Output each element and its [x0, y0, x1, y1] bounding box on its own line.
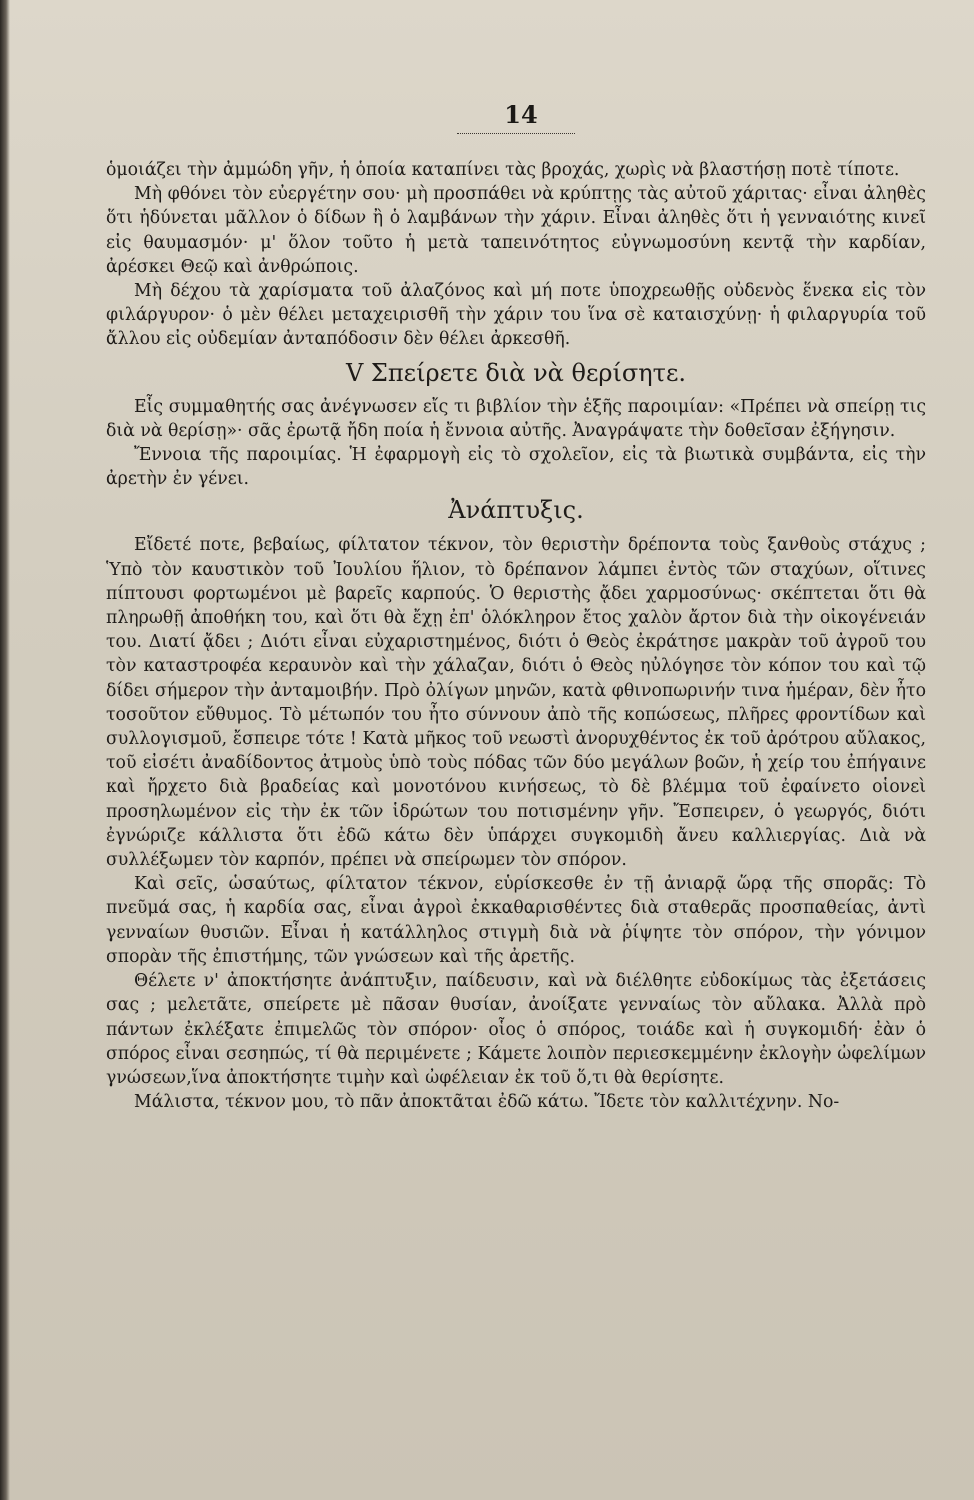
paragraph: Ἔννοια τῆς παροιμίας. Ἡ ἐφαρμογὴ εἰς τὸ σχολεῖον, εἰς τὰ βιωτικὰ συμβάντα, εἰς τὴν ἀρετὴν ἐν γένει. — [106, 445, 926, 490]
paragraph: Εἷς συμμαθητής σας ἀνέγνωσεν εἴς τι βιβλίον τὴν ἑξῆς παροιμίαν: «Πρέπει νὰ σπείρῃ τις διὰ νὰ θερίσῃ»· σᾶς ἐρωτᾷ ἤδη ποία ἡ ἔννοια αὐτῆς. Ἀναγράψατε τὴν δοθεῖσαν ἐξήγησιν. — [106, 396, 926, 441]
header-rule — [457, 133, 575, 134]
paragraph: Θέλετε ν' ἀποκτήσητε ἀνάπτυξιν, παίδευσιν, καὶ νὰ διέλθητε εὐδοκίμως τὰς ἐξετάσεις σας ; μελετᾶτε, σπείρετε μὲ πᾶσαν θυσίαν, ἀνοίξατε γενναίως τὸν αὔλακα. Ἀλλὰ πρὸ πάντων ἐκλέξατε ἐπιμελῶς τὸν σπόρον· οἷος ὁ σπόρος, τοιάδε καὶ ἡ συγκομιδή· ἐὰν ὁ σπόρος εἶναι σεσηπώς, τί θὰ περιμένετε ; Κάμετε λοιπὸν περιεσκεμμένην ἐκλογὴν ὠφελίμων γνώσεων,ἵνα ἀποκτήσητε τιμὴν καὶ ὠφέλειαν ἐκ τοῦ ὅ,τι θὰ θερίσητε. — [106, 971, 926, 1088]
paragraph: Μὴ δέχου τὰ χαρίσματα τοῦ ἀλαζόνος καὶ μή ποτε ὑποχρεωθῇς οὐδενὸς ἕνεκα εἰς τὸν φιλάργυρον· ὁ μὲν θέλει μεταχειρισθῆ τὴν χάριν του ἵνα σὲ καταισχύνῃ· ἡ φιλαργυρία τοῦ ἄλλου εἰς οὐδεμίαν ἀνταπόδοσιν δὲν θέλει ἀρκεσθῆ. — [106, 281, 926, 350]
paragraph: Μάλιστα, τέκνον μου, τὸ πᾶν ἀποκτᾶται ἐδῶ κάτω. Ἴδετε τὸν καλλιτέχνην. Νο- — [134, 1092, 840, 1113]
paragraph: Εἴδετέ ποτε, βεβαίως, φίλτατον τέκνον, τὸν θεριστὴν δρέποντα τοὺς ξανθοὺς στάχυς ; Ὑπὸ τὸν καυστικὸν τοῦ Ἰουλίου ἥλιον, τὸ δρέπανον λάμπει ἐντὸς τῶν σταχύων, οἵτινες πίπτουσι φορτωμένοι μὲ βαρεῖς καρπούς. Ὁ θεριστὴς ᾄδει χαρμοσύνως· σκέπτεται ὅτι θὰ πληρωθῇ ἀποθήκη του, καὶ ὅτι θὰ ἔχῃ ἐπ' ὁλόκληρον ἔτος χαλὸν ἄρτον διὰ τὴν οἰκογένειάν του. Διατί ᾄδει ; Διότι εἶναι εὐχαριστημένος, διότι ὁ Θεὸς ἐκράτησε μακρὰν τοῦ ἀγροῦ του τὸν καταστροφέα κεραυνὸν καὶ τὴν χάλαζαν, διότι ὁ Θεὸς ηὐλόγησε τὸν κόπον του καὶ τῷ δίδει σήμερον τὴν ἀνταμοιβήν. Πρὸ ὀλίγων μηνῶν, κατὰ φθινοπωρινήν τινα ἡμέραν, δὲν ἦτο τοσοῦτον εὔθυμος. Τὸ μέτωπόν του ἦτο σύννουν ἀπὸ τῆς κοπώσεως, πλῆρες φροντίδων καὶ συλλογισμοῦ, ἔσπειρε τότε ! Κατὰ μῆκος τοῦ νεωστὶ ἀνορυχθέντος ἐκ τοῦ ἀρότρου αὔλακος, τοῦ εἰσέτι ἀναδίδοντος ἀτμοὺς ὑπὸ τοὺς πόδας τῶν δύο μεγάλων βοῶν, ἡ χείρ του ἐπήγαινε καὶ ἤρχετο διὰ βραδείας καὶ μονοτόνου κινήσεως, τὸ δὲ βλέμμα τοῦ ἐφαίνετο οἱονεὶ προσηλωμένον εἰς τὴν ἐκ τῶν ἱδρώτων του ποτισμένην γῆν. Ἔσπειρεν, ὁ γεωργός, διότι ἐγνώριζε κάλλιστα ὅτι ἐδῶ κάτω δὲν ὑπάρχει συγκομιδὴ ἄνευ καλλιεργίας. Διὰ νὰ συλλέξωμεν τὸν καρπόν, πρέπει νὰ σπείρωμεν τὸν σπόρον. — [106, 535, 926, 871]
section-heading: V Σπείρετε διὰ νὰ θερίσητε. — [345, 358, 687, 387]
paragraph-continued: ὁμοιάζει τὴν ἀμμώδη γῆν, ἡ ὁποία καταπίνει τὰς βροχάς, χωρὶς νὰ βλαστήσῃ ποτὲ τίποτε. — [106, 160, 900, 180]
page-number: 14 — [504, 100, 538, 129]
subsection-heading: Ἀνάπτυξις. — [448, 496, 584, 525]
paragraph: Καὶ σεῖς, ὡσαύτως, φίλτατον τέκνον, εὑρίσκεσθε ἐν τῇ ἀνιαρᾷ ὥρᾳ τῆς σπορᾶς: Τὸ πνεῦμά σας, ἡ καρδία σας, εἶναι ἀγροὶ ἐκκαθαρισθέντες διὰ σταθερᾶς προσπαθείας, ἀντὶ γενναίων θυσιῶν. Εἶναι ἡ κατάλληλος στιγμὴ διὰ νὰ ῥίψητε τὸν σπόρον, τὴν γόνιμον σπορὰν τῆς ἐπιστήμης, τῶν γνώσεων καὶ τῆς ἀρετῆς. — [106, 874, 926, 967]
body-text — [106, 158, 926, 1114]
paragraph: Μὴ φθόνει τὸν εὐεργέτην σου· μὴ προσπάθει νὰ κρύπτῃς τὰς αὐτοῦ χάριτας· εἶναι ἀληθὲς ὅτι ἡδύνεται μᾶλλον ὁ δίδων ἢ ὁ λαμβάνων τὴν χάριν. Εἶναι ἀληθὲς ὅτι ἡ γενναιότης κινεῖ εἰς θαυμασμόν· μ' ὅλον τοῦτο ἡ μετὰ ταπεινότητος εὐγνωμοσύνη κεντᾷ τὴν καρδίαν, ἀρέσκει Θεῷ καὶ ἀνθρώποις. — [106, 184, 926, 277]
page-binding-edge — [0, 0, 10, 1500]
